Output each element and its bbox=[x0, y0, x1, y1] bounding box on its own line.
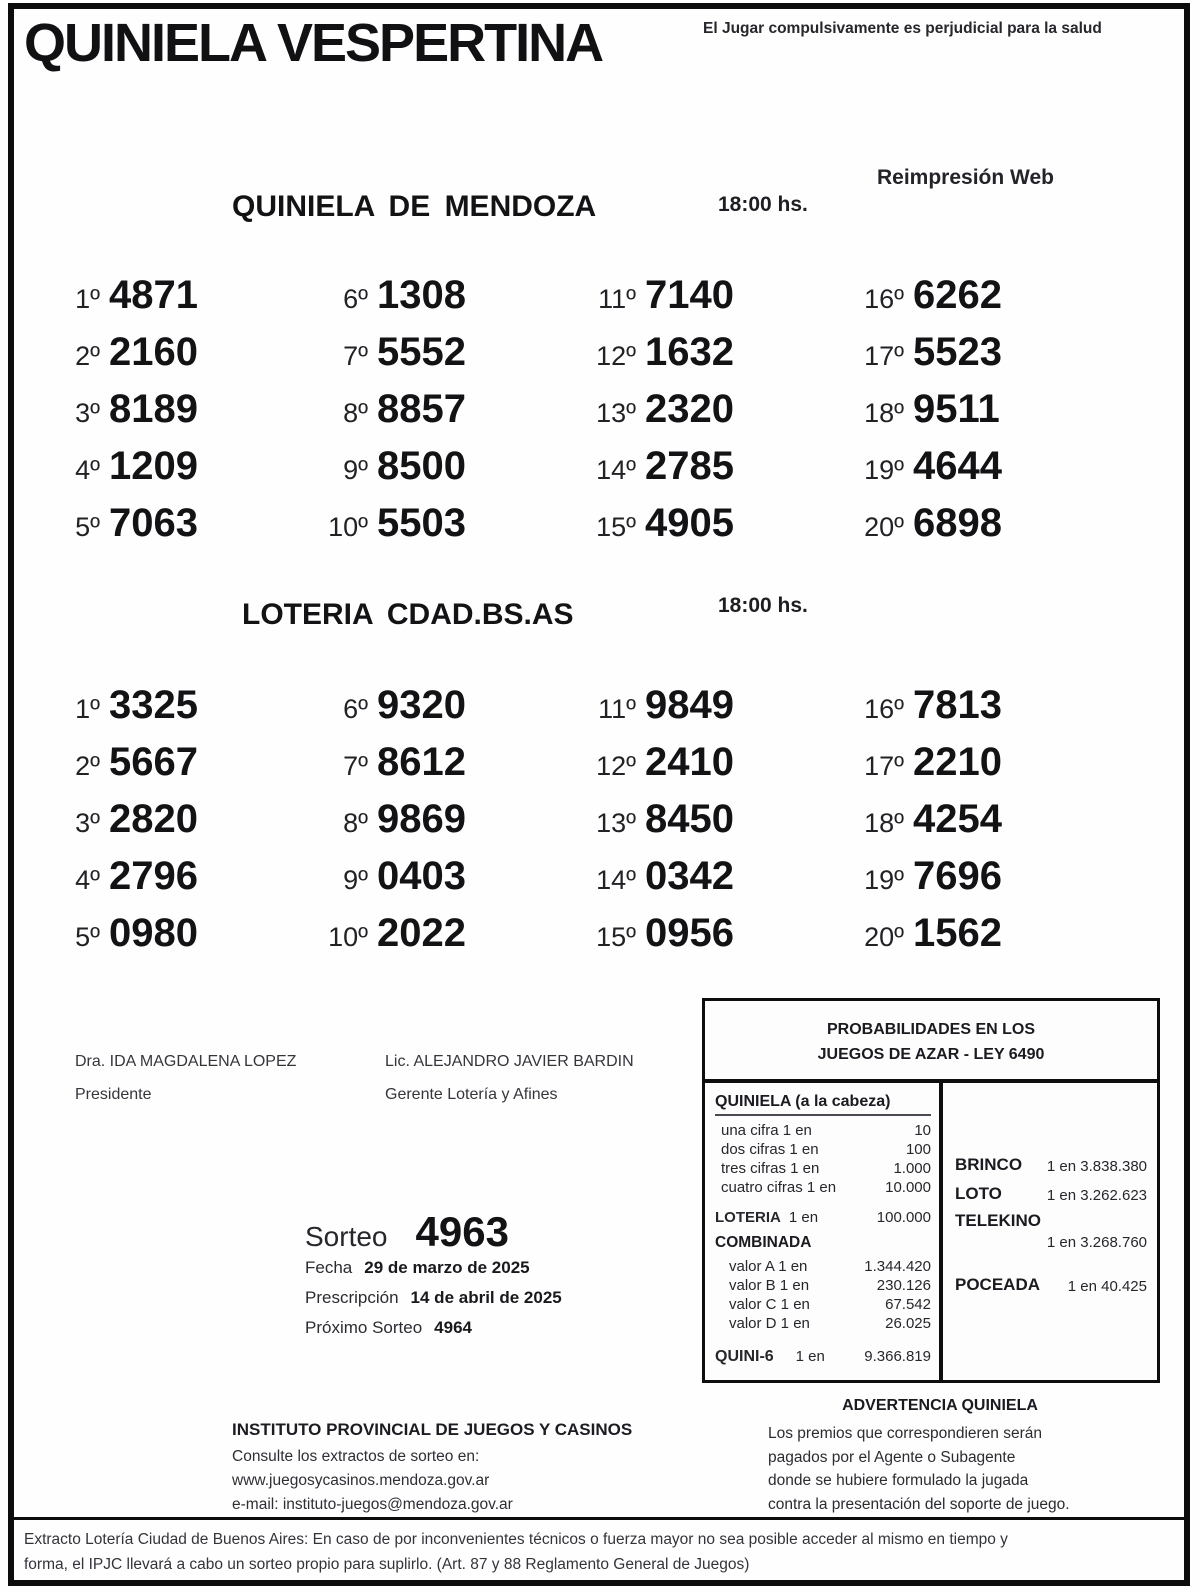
mendoza-title: QUINIELA DE MENDOZA bbox=[232, 190, 597, 223]
result-number: 4871 bbox=[109, 273, 198, 317]
probabilities-title bbox=[705, 1001, 1157, 1083]
result-number: 6262 bbox=[913, 273, 1002, 317]
result-cell bbox=[304, 330, 572, 387]
result-position: 5º bbox=[75, 922, 100, 952]
president-name: Dra. IDA MAGDALENA LOPEZ bbox=[75, 1053, 297, 1070]
proximo-label: Próximo Sorteo bbox=[305, 1318, 423, 1337]
fecha-row bbox=[305, 1258, 530, 1278]
prescripcion-value: 14 de abril de 2025 bbox=[410, 1288, 562, 1307]
result-position: 15º bbox=[596, 922, 636, 952]
result-position: 14º bbox=[596, 865, 636, 895]
result-position: 1º bbox=[75, 284, 100, 314]
result-number: 1209 bbox=[109, 444, 198, 488]
result-position: 4º bbox=[75, 455, 100, 485]
result-position: 7º bbox=[343, 751, 368, 781]
poceada-odds: 1 en 40.425 bbox=[1067, 1278, 1147, 1295]
result-position: 17º bbox=[864, 341, 904, 371]
result-cell bbox=[36, 854, 304, 911]
result-position: 17º bbox=[864, 751, 904, 781]
result-position: 2º bbox=[75, 341, 100, 371]
result-position: 12º bbox=[596, 751, 636, 781]
telekino-odds-row bbox=[955, 1211, 1147, 1231]
result-cell bbox=[304, 501, 572, 558]
brinco-odds: 1 en 3.838.380 bbox=[1046, 1158, 1147, 1175]
result-position: 3º bbox=[75, 808, 100, 838]
result-position: 2º bbox=[75, 751, 100, 781]
result-position: 19º bbox=[864, 455, 904, 485]
result-cell bbox=[304, 683, 572, 740]
result-number: 7063 bbox=[109, 501, 198, 545]
odds-value: 1.344.420 bbox=[864, 1258, 931, 1275]
bsas-title: LOTERIA CDAD.BS.AS bbox=[242, 598, 574, 631]
poceada-label: POCEADA bbox=[955, 1275, 1041, 1294]
odds-label: tres cifras 1 en bbox=[721, 1160, 820, 1177]
result-position: 10º bbox=[328, 922, 368, 952]
probabilities-box bbox=[702, 998, 1160, 1383]
result-cell bbox=[840, 854, 1108, 911]
result-cell bbox=[572, 387, 840, 444]
result-position: 11º bbox=[598, 694, 636, 724]
result-cell bbox=[840, 797, 1108, 854]
footer-note-line1: Extracto Lotería Ciudad de Buenos Aires: En caso de por inconvenientes técnicos o fuerza mayor no sea posible acceder al mismo en tiempo y bbox=[24, 1531, 1008, 1548]
odds-value: 100 bbox=[905, 1141, 931, 1158]
poceada-odds-row bbox=[955, 1275, 1147, 1295]
result-cell bbox=[304, 797, 572, 854]
result-number: 1632 bbox=[645, 330, 734, 374]
brinco-label: BRINCO bbox=[955, 1155, 1023, 1174]
result-position: 7º bbox=[343, 341, 368, 371]
result-position: 15º bbox=[596, 512, 636, 542]
president-role: Presidente bbox=[75, 1086, 152, 1103]
result-number: 4644 bbox=[913, 444, 1002, 488]
result-position: 8º bbox=[343, 808, 368, 838]
result-cell bbox=[304, 444, 572, 501]
result-cell bbox=[840, 273, 1108, 330]
loteria-odds-value: 100.000 bbox=[876, 1209, 931, 1226]
prescripcion-label: Prescripción bbox=[305, 1288, 399, 1307]
odds-value: 26.025 bbox=[885, 1315, 931, 1332]
result-position: 19º bbox=[864, 865, 904, 895]
brinco-odds-row bbox=[955, 1155, 1147, 1175]
result-position: 20º bbox=[864, 922, 904, 952]
odds-value: 67.542 bbox=[885, 1296, 931, 1313]
advertencia-line: donde se hubiere formulado la jugada bbox=[768, 1472, 1029, 1489]
result-position: 6º bbox=[343, 284, 368, 314]
probabilities-left-column bbox=[705, 1083, 943, 1380]
result-cell bbox=[304, 740, 572, 797]
odds-row bbox=[715, 1257, 931, 1276]
bsas-time: 18:00 hs. bbox=[718, 594, 808, 617]
result-number: 7813 bbox=[913, 683, 1002, 727]
result-number: 2210 bbox=[913, 740, 1002, 784]
result-number: 9869 bbox=[377, 797, 466, 841]
result-cell bbox=[572, 683, 840, 740]
odds-row bbox=[715, 1121, 931, 1140]
result-cell bbox=[572, 273, 840, 330]
result-number: 9849 bbox=[645, 683, 734, 727]
advertencia-line: Los premios que correspondieren serán bbox=[768, 1425, 1042, 1442]
result-number: 0980 bbox=[109, 911, 198, 955]
result-number: 4905 bbox=[645, 501, 734, 545]
odds-value: 1.000 bbox=[893, 1160, 931, 1177]
result-cell bbox=[572, 501, 840, 558]
instituto-email: e-mail: instituto-juegos@mendoza.gov.ar bbox=[232, 1496, 513, 1513]
odds-row bbox=[715, 1159, 931, 1178]
quini6-value: 9.366.819 bbox=[864, 1348, 931, 1365]
result-cell bbox=[840, 911, 1108, 968]
result-number: 2320 bbox=[645, 387, 734, 431]
result-cell bbox=[840, 740, 1108, 797]
result-position: 3º bbox=[75, 398, 100, 428]
result-cell bbox=[36, 740, 304, 797]
result-cell bbox=[36, 273, 304, 330]
result-number: 8857 bbox=[377, 387, 466, 431]
loto-odds-row bbox=[955, 1184, 1147, 1204]
sorteo-label: Sorteo bbox=[305, 1221, 388, 1252]
result-position: 18º bbox=[864, 808, 904, 838]
sorteo-row bbox=[305, 1208, 509, 1256]
probabilities-title-line2: JUEGOS DE AZAR - LEY 6490 bbox=[817, 1046, 1045, 1063]
footer-note bbox=[24, 1527, 1164, 1577]
result-cell bbox=[840, 330, 1108, 387]
result-cell bbox=[36, 330, 304, 387]
loteria-odds-row bbox=[715, 1208, 931, 1227]
result-number: 5552 bbox=[377, 330, 466, 374]
odds-value: 230.126 bbox=[876, 1277, 931, 1294]
telekino-odds: 1 en 3.268.760 bbox=[1046, 1234, 1147, 1251]
result-number: 8500 bbox=[377, 444, 466, 488]
footer-note-line2: forma, el IPJC llevará a cabo un sorteo propio para suplirlo. (Art. 87 y 88 Reglamento General de Juegos) bbox=[24, 1556, 750, 1573]
result-number: 4254 bbox=[913, 797, 1002, 841]
advertencia-line: pagados por el Agente o Subagente bbox=[768, 1448, 1016, 1466]
result-position: 20º bbox=[864, 512, 904, 542]
manager-name: Lic. ALEJANDRO JAVIER BARDIN bbox=[385, 1053, 634, 1070]
result-cell bbox=[36, 797, 304, 854]
result-position: 13º bbox=[596, 398, 636, 428]
proximo-sorteo-row bbox=[305, 1318, 472, 1338]
odds-row bbox=[715, 1276, 931, 1295]
result-position: 13º bbox=[596, 808, 636, 838]
advertencia-line: contra la presentación del soporte de juego. bbox=[768, 1495, 1070, 1513]
result-position: 9º bbox=[343, 455, 368, 485]
result-position: 8º bbox=[343, 398, 368, 428]
page-title: QUINIELA VESPERTINA bbox=[24, 13, 603, 73]
result-number: 2022 bbox=[377, 911, 466, 955]
result-position: 1º bbox=[75, 694, 100, 724]
result-number: 7140 bbox=[645, 273, 734, 317]
result-number: 6898 bbox=[913, 501, 1002, 545]
result-cell bbox=[572, 740, 840, 797]
odds-value: 10 bbox=[914, 1122, 931, 1139]
odds-label: valor C 1 en bbox=[729, 1296, 810, 1313]
fecha-label: Fecha bbox=[305, 1258, 353, 1277]
result-number: 0403 bbox=[377, 854, 466, 898]
result-number: 2160 bbox=[109, 330, 198, 374]
result-cell bbox=[572, 444, 840, 501]
result-position: 18º bbox=[864, 398, 904, 428]
result-cell bbox=[840, 501, 1108, 558]
sorteo-number: 4963 bbox=[415, 1208, 509, 1255]
odds-label: valor D 1 en bbox=[729, 1315, 810, 1332]
result-number: 2410 bbox=[645, 740, 734, 784]
result-number: 9320 bbox=[377, 683, 466, 727]
odds-label: valor B 1 en bbox=[729, 1277, 810, 1294]
quini6-odds-row bbox=[715, 1348, 931, 1366]
result-position: 12º bbox=[596, 341, 636, 371]
quini6-mid: 1 en bbox=[795, 1348, 825, 1365]
result-cell bbox=[304, 387, 572, 444]
result-number: 2785 bbox=[645, 444, 734, 488]
footer-divider bbox=[8, 1517, 1190, 1520]
result-cell bbox=[36, 444, 304, 501]
mendoza-results-grid bbox=[36, 273, 1108, 558]
result-cell bbox=[304, 854, 572, 911]
result-cell bbox=[572, 854, 840, 911]
result-position: 16º bbox=[864, 694, 904, 724]
result-number: 3325 bbox=[109, 683, 198, 727]
odds-row bbox=[715, 1295, 931, 1314]
result-cell bbox=[840, 387, 1108, 444]
result-number: 2796 bbox=[109, 854, 198, 898]
result-cell bbox=[36, 387, 304, 444]
instituto-website: www.juegosycasinos.mendoza.gov.ar bbox=[232, 1472, 490, 1489]
result-number: 7696 bbox=[913, 854, 1002, 898]
result-position: 11º bbox=[598, 284, 636, 314]
combinada-heading: COMBINADA bbox=[715, 1234, 812, 1251]
result-number: 1562 bbox=[913, 911, 1002, 955]
telekino-label: TELEKINO bbox=[955, 1211, 1041, 1230]
result-cell bbox=[36, 911, 304, 968]
quini6-label: QUINI-6 bbox=[715, 1348, 774, 1365]
result-cell bbox=[304, 911, 572, 968]
result-position: 4º bbox=[75, 865, 100, 895]
odds-row bbox=[715, 1140, 931, 1159]
result-number: 8189 bbox=[109, 387, 198, 431]
result-cell bbox=[572, 330, 840, 387]
advertencia-text bbox=[768, 1422, 1168, 1516]
odds-label: una cifra 1 en bbox=[721, 1122, 812, 1139]
instituto-consult-line: Consulte los extractos de sorteo en: bbox=[232, 1448, 480, 1465]
proximo-value: 4964 bbox=[434, 1318, 472, 1337]
result-position: 16º bbox=[864, 284, 904, 314]
probabilities-body bbox=[705, 1083, 1157, 1380]
loteria-odds-label: LOTERIA bbox=[715, 1209, 781, 1226]
result-number: 5667 bbox=[109, 740, 198, 784]
result-position: 9º bbox=[343, 865, 368, 895]
result-cell bbox=[36, 501, 304, 558]
result-position: 6º bbox=[343, 694, 368, 724]
loto-label: LOTO bbox=[955, 1184, 1002, 1203]
result-number: 0342 bbox=[645, 854, 734, 898]
result-number: 2820 bbox=[109, 797, 198, 841]
result-cell bbox=[840, 683, 1108, 740]
result-cell bbox=[572, 797, 840, 854]
result-position: 5º bbox=[75, 512, 100, 542]
odds-label: valor A 1 en bbox=[729, 1258, 808, 1275]
probabilities-right-column bbox=[943, 1083, 1157, 1380]
prescripcion-row bbox=[305, 1288, 562, 1308]
odds-label: dos cifras 1 en bbox=[721, 1141, 819, 1158]
instituto-name: INSTITUTO PROVINCIAL DE JUEGOS Y CASINOS bbox=[232, 1420, 633, 1439]
quiniela-odds-heading: QUINIELA (a la cabeza) bbox=[715, 1093, 931, 1116]
odds-value: 10.000 bbox=[885, 1179, 931, 1196]
odds-row bbox=[715, 1178, 931, 1197]
advertencia-title: ADVERTENCIA QUINIELA bbox=[842, 1397, 1038, 1414]
result-position: 14º bbox=[596, 455, 636, 485]
result-number: 5503 bbox=[377, 501, 466, 545]
loto-odds: 1 en 3.262.623 bbox=[1046, 1187, 1147, 1204]
odds-row bbox=[715, 1314, 931, 1333]
odds-label: cuatro cifras 1 en bbox=[721, 1179, 837, 1196]
result-cell bbox=[36, 683, 304, 740]
fecha-value: 29 de marzo de 2025 bbox=[364, 1258, 530, 1277]
probabilities-title-line1: PROBABILIDADES EN LOS bbox=[826, 1021, 1035, 1038]
mendoza-time: 18:00 hs. bbox=[718, 193, 808, 216]
loteria-odds-mid: 1 en bbox=[788, 1209, 819, 1226]
bsas-results-grid bbox=[36, 683, 1108, 968]
result-number: 8612 bbox=[377, 740, 466, 784]
result-number: 9511 bbox=[913, 387, 1000, 431]
result-cell bbox=[304, 273, 572, 330]
result-number: 1308 bbox=[377, 273, 466, 317]
reprint-label: Reimpresión Web bbox=[877, 166, 1054, 189]
result-cell bbox=[840, 444, 1108, 501]
result-number: 8450 bbox=[645, 797, 734, 841]
result-cell bbox=[572, 911, 840, 968]
result-number: 0956 bbox=[645, 911, 734, 955]
manager-role: Gerente Lotería y Afines bbox=[385, 1086, 558, 1103]
health-warning: El Jugar compulsivamente es perjudicial para la salud bbox=[703, 20, 1102, 37]
result-position: 10º bbox=[328, 512, 368, 542]
result-number: 5523 bbox=[913, 330, 1002, 374]
combinada-rows bbox=[715, 1257, 931, 1333]
